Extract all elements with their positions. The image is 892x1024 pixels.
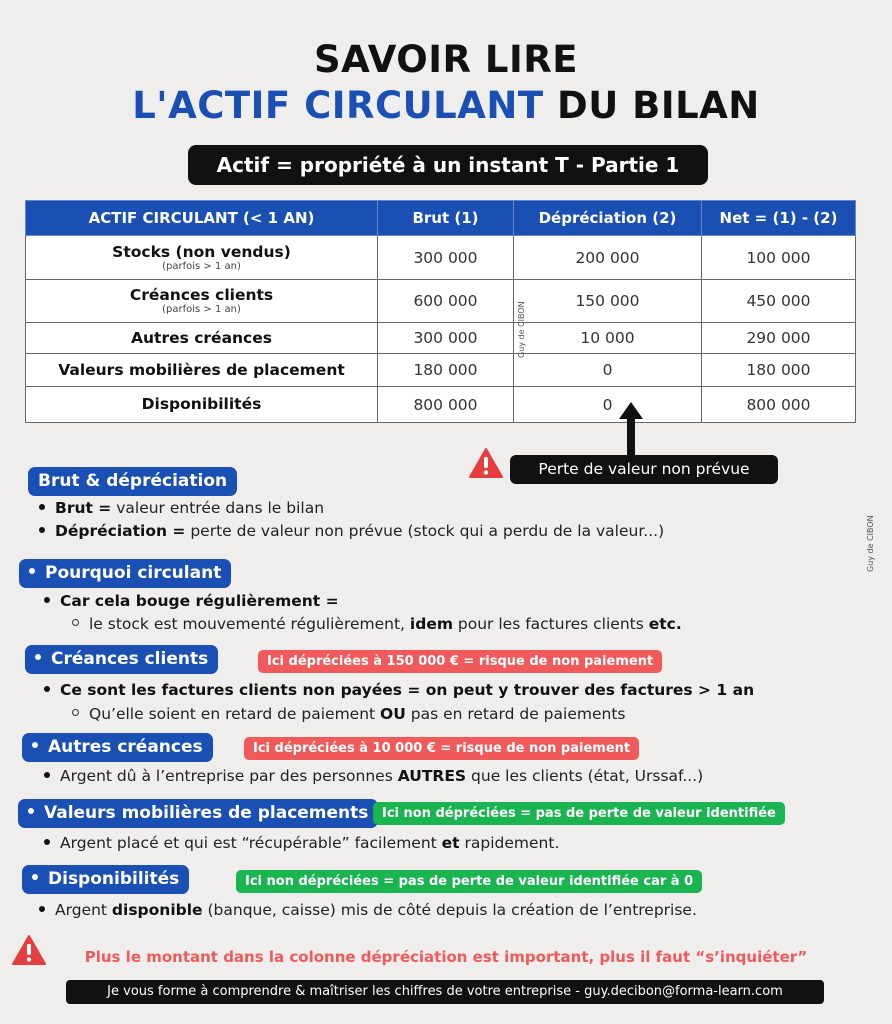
footer-contact-bar: Je vous forme à comprendre & maîtriser les chiffres de votre entreprise - guy.decibon@forma-learn.com — [66, 980, 824, 1004]
bullet-icon — [39, 527, 45, 533]
cell-brut: 300 000 — [378, 323, 514, 354]
watermark-side: Guy de CIBON — [866, 515, 875, 572]
cell-depreciation: 0 — [514, 354, 702, 387]
header-brut: Brut (1) — [378, 201, 514, 236]
list-item: Qu’elle soient en retard de paiement OU pas en retard de paiements — [72, 705, 625, 723]
arrow-up-icon — [619, 402, 643, 419]
cell-net: 180 000 — [702, 354, 856, 387]
bullet-icon — [39, 906, 45, 912]
header-actif-circulant: ACTIF CIRCULANT (< 1 AN) — [26, 201, 378, 236]
creances-depreciation-tag: Ici dépréciées à 150 000 € = risque de non paiement — [258, 650, 662, 673]
list-item: le stock est mouvementé régulièrement, idem pour les factures clients etc. — [72, 615, 682, 633]
subtitle-badge: Actif = propriété à un instant T - Partie 1 — [188, 145, 708, 185]
bullet-icon — [32, 874, 38, 880]
autres-depreciation-tag: Ici dépréciées à 10 000 € = risque de non paiement — [244, 737, 639, 760]
list-item: Brut = valeur entrée dans le bilan — [39, 499, 324, 517]
row-note: (parfois > 1 an) — [162, 260, 241, 272]
cell-brut: 300 000 — [378, 236, 514, 280]
section-pourquoi-title: Pourquoi circulant — [19, 559, 231, 588]
row-label: Valeurs mobilières de placement — [26, 354, 378, 387]
circle-bullet-icon — [72, 619, 79, 626]
cell-brut: 800 000 — [378, 387, 514, 423]
bullet-icon — [44, 772, 50, 778]
table-row — [26, 387, 856, 423]
list-item: Dépréciation = perte de valeur non prévue (stock qui a perdu de la valeur...) — [39, 522, 664, 540]
row-title: Créances clients — [129, 286, 274, 304]
section-vmp-title: Valeurs mobilières de placements — [18, 799, 378, 828]
cell-depreciation: 150 000 — [514, 280, 702, 323]
cell-brut: 180 000 — [378, 354, 514, 387]
cell-depreciation: 0 — [514, 387, 702, 423]
cell-brut: 600 000 — [378, 280, 514, 323]
bullet-icon — [44, 686, 50, 692]
row-label — [26, 236, 378, 280]
row-title: Stocks (non vendus) — [112, 242, 291, 261]
section-brut-title: Brut & dépréciation — [28, 467, 237, 496]
title-highlight: L'ACTIF CIRCULANT — [132, 84, 544, 127]
section-creances-title: Créances clients — [25, 645, 218, 674]
cell-depreciation: 200 000 — [514, 236, 702, 280]
table-row — [26, 236, 856, 280]
table-row — [26, 354, 856, 387]
bullet-icon — [29, 568, 35, 574]
cell-net: 450 000 — [702, 280, 856, 323]
list-item: Argent disponible (banque, caisse) mis de côté depuis la création de l’entreprise. — [39, 901, 697, 919]
row-label: Autres créances — [26, 323, 378, 354]
bilan-table — [25, 200, 856, 423]
cell-net: 290 000 — [702, 323, 856, 354]
arrow-shaft — [627, 418, 635, 458]
bullet-icon — [32, 742, 38, 748]
bullet-icon — [39, 504, 45, 510]
cell-net: 800 000 — [702, 387, 856, 423]
bullet-icon — [44, 597, 50, 603]
row-label: Disponibilités — [26, 387, 378, 423]
list-item: Car cela bouge régulièrement = — [44, 592, 339, 610]
cell-depreciation: 10 000 — [514, 323, 702, 354]
warning-icon — [469, 447, 503, 479]
list-item: Argent dû à l’entreprise par des personnes AUTRES que les clients (état, Urssaf...) — [44, 767, 703, 785]
list-item: Argent placé et qui est “récupérable” facilement et rapidement. — [44, 834, 559, 852]
vmp-tag: Ici non dépréciées = pas de perte de valeur identifiée — [373, 802, 785, 825]
footer-warning-text: Plus le montant dans la colonne dépréciation est important, plus il faut “s’inquiéter” — [84, 948, 808, 966]
bullet-icon — [35, 654, 41, 660]
row-note: (parfois > 1 an) — [162, 304, 241, 315]
perte-valeur-label: Perte de valeur non prévue — [510, 455, 778, 484]
section-dispo-title: Disponibilités — [22, 865, 189, 894]
circle-bullet-icon — [72, 709, 79, 716]
title-line-2 — [0, 84, 892, 127]
cell-net: 100 000 — [702, 236, 856, 280]
header-depreciation: Dépréciation (2) — [514, 201, 702, 236]
row-label — [26, 280, 378, 323]
table-header-row — [26, 201, 856, 236]
watermark-table: Guy de CIBON — [517, 301, 526, 358]
list-item: Ce sont les factures clients non payées = on peut y trouver des factures > 1 an — [44, 681, 754, 699]
section-autres-title: Autres créances — [22, 733, 213, 762]
table-row — [26, 323, 856, 354]
dispo-tag: Ici non dépréciées = pas de perte de valeur identifiée car à 0 — [236, 870, 702, 893]
header-net: Net = (1) - (2) — [702, 201, 856, 236]
bullet-icon — [44, 839, 50, 845]
title-line-1: SAVOIR LIRE — [314, 38, 578, 81]
table-row — [26, 280, 856, 323]
bullet-icon — [28, 808, 34, 814]
title-rest: DU BILAN — [543, 84, 760, 127]
